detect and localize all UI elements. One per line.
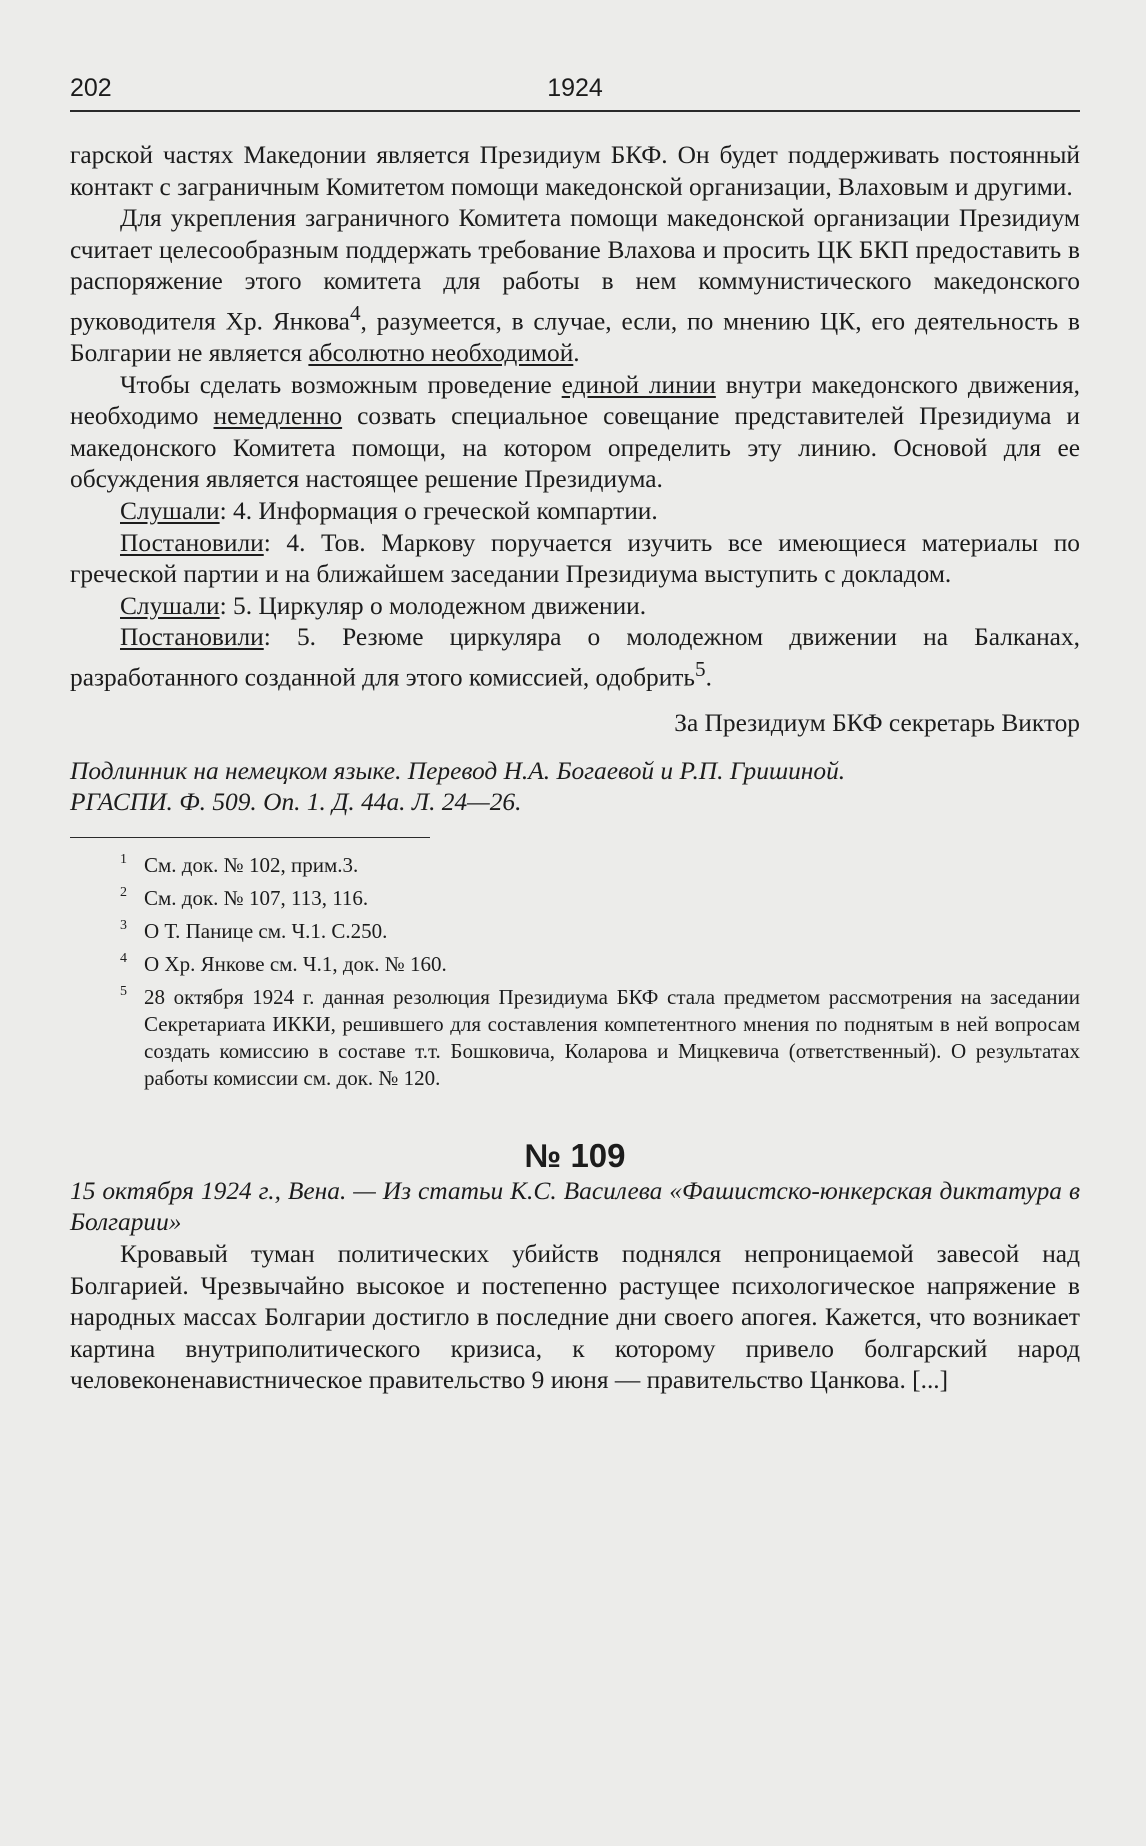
footnote: 1 См. док. № 102, прим.3. (120, 851, 359, 877)
paragraph: гарской частях Македонии является Президиум БКФ. Он будет поддерживать постоянный контакт с заграничным Комитетом помощи македонской организации, Влаховым и другими. (70, 141, 1080, 201)
footnote-divider (70, 837, 430, 838)
footnotes (120, 852, 1080, 1092)
minutes-item-heard: Слушали: 4. Информация о греческой компартии. (120, 497, 658, 525)
footnote: 2 См. док. № 107, 113, 116. (120, 884, 369, 910)
footnote: 4 О Хр. Янкове см. Ч.1, док. № 160. (120, 950, 447, 976)
document-number: № 109 (524, 1136, 626, 1174)
heard-label: Слушали (120, 497, 220, 525)
running-header (70, 70, 1080, 112)
running-title-year: 1924 (547, 74, 603, 102)
page-number: 202 (70, 74, 112, 102)
underlined-text: единой линии (561, 370, 716, 399)
signature-line: За Президиум БКФ секретарь Виктор (674, 709, 1080, 738)
heard-label: Слушали (120, 591, 220, 620)
paragraph: Для укрепления заграничного Комитета помощи македонской организации Президиум считает целесообразным поддержать требование Влахова и просить ЦК БКП предоставить в распоряжение этого комитета для работы в нем коммунистического македонского руководителя Хр. Янкова$^4$, разумеется, в случае, если, по мнению ЦК, его деятельность в Болгарии не является абсолютно необходимой. (70, 204, 1080, 368)
underlined-text: немедленно (213, 402, 343, 431)
document-text: Кровавый туман политических убийств поднялся непроницаемой завесой над Болгарией. Чрезвычайно высокое и постепенно растущее психологическое напряжение в народных массах Болгарии достигло в последние дни своего апогея. Кажется, что возникает картина внутриполитического кризиса, к которому привело болгарский народ человеконенавистническое правительство 9 июня — правительство Цанкова. [...] (70, 1240, 1080, 1395)
footnote-ref: 5 (694, 656, 706, 681)
underlined-text: абсолютно необходимой (308, 339, 574, 368)
minutes-item-decided: Постановили: 5. Резюме циркуляра о молодежном движении на Балканах, разработанного созданной для этого комиссией, одобрить$^5$. (70, 623, 1080, 692)
document-heading: 15 октября 1924 г., Вена. — Из статьи К.С. Василева «Фашистско-юнкерская диктатура в Болгарии» (70, 1176, 1080, 1237)
paragraph: Чтобы сделать возможным проведение единой линии внутри македонского движения, необходимо немедленно созвать специальное совещание представителей Президиума и македонского Комитета помощи, на котором определить эту линию. Основой для ее обсуждения является настоящее решение Президиума. (70, 370, 1081, 494)
footnote: 5 28 октября 1924 г. данная резолюция Президиума БКФ стала предметом рассмотрения на заседании Секретариата ИККИ, решившего для составления компетентного мнения по поднятым в ней вопросам создать комиссию в составе т.т. Бошковича, Коларова и Мицкевича (ответственный). О результатах работы комиссии см. док. № 120. (120, 983, 1080, 1090)
minutes-item-decided: Постановили: 4. Тов. Маркову поручается изучить все имеющиеся материалы по греческой партии и на ближайшем заседании Президиума выступить с докладом. (70, 528, 1080, 589)
decided-label: Постановили (120, 623, 264, 652)
footnote-ref: 4 (349, 300, 361, 325)
decided-label: Постановили (120, 528, 264, 557)
footnote: 3 О Т. Панице см. Ч.1. С.250. (120, 917, 388, 943)
page-body (70, 140, 1080, 1397)
minutes-item-heard: Слушали: 5. Циркуляр о молодежном движении. (120, 591, 647, 620)
source-note: Подлинник на немецком языке. Перевод Н.А. Богаевой и Р.П. Гришиной. РГАСПИ. Ф. 509. Оп. 1. Д. 44а. Л. 24—26. (70, 756, 846, 817)
